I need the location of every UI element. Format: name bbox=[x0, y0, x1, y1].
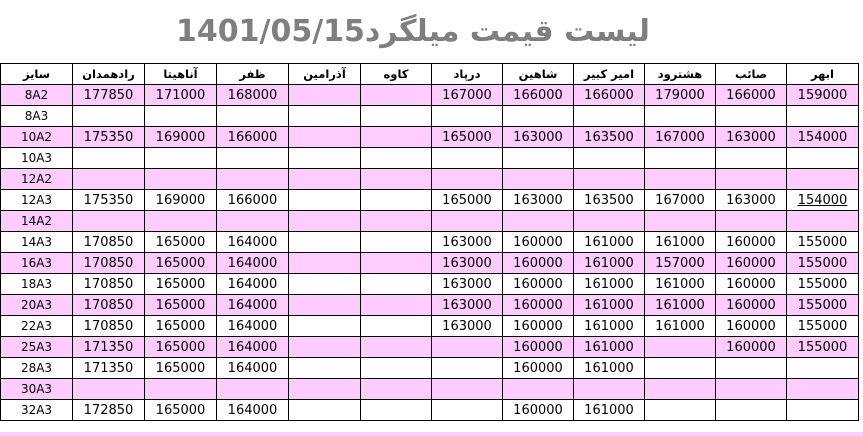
price-cell: 164000 bbox=[217, 253, 289, 274]
price-cell bbox=[432, 169, 503, 190]
price-cell: 161000 bbox=[574, 337, 645, 358]
price-cell: 164000 bbox=[217, 232, 289, 253]
price-cell bbox=[574, 169, 645, 190]
price-cell: 160000 bbox=[503, 358, 574, 379]
price-cell bbox=[361, 148, 432, 169]
price-cell: 157000 bbox=[645, 253, 716, 274]
price-cell bbox=[361, 295, 432, 316]
price-cell: 167000 bbox=[645, 127, 716, 148]
price-cell: 155000 bbox=[787, 232, 859, 253]
price-cell: 170850 bbox=[73, 232, 145, 253]
price-cell: 165000 bbox=[145, 316, 217, 337]
price-cell bbox=[574, 211, 645, 232]
price-cell bbox=[787, 148, 859, 169]
price-cell: 177850 bbox=[73, 85, 145, 106]
column-header: رادهمدان bbox=[73, 64, 145, 85]
price-cell bbox=[217, 379, 289, 400]
price-cell: 160000 bbox=[503, 232, 574, 253]
price-cell bbox=[432, 211, 503, 232]
price-cell bbox=[645, 358, 716, 379]
price-cell: 163000 bbox=[432, 316, 503, 337]
size-cell: 18A3 bbox=[1, 274, 73, 295]
price-cell: 169000 bbox=[145, 190, 217, 211]
price-cell bbox=[716, 379, 787, 400]
price-cell bbox=[289, 211, 361, 232]
price-table bbox=[0, 63, 859, 421]
page-title: لیست قیمت میلگرد1401/05/15 bbox=[176, 14, 650, 49]
price-cell bbox=[503, 211, 574, 232]
price-cell: 160000 bbox=[503, 295, 574, 316]
price-cell bbox=[361, 190, 432, 211]
price-cell bbox=[716, 169, 787, 190]
price-cell: 166000 bbox=[574, 85, 645, 106]
price-cell bbox=[289, 169, 361, 190]
price-cell: 168000 bbox=[217, 85, 289, 106]
price-cell bbox=[432, 379, 503, 400]
price-cell bbox=[645, 106, 716, 127]
price-cell bbox=[145, 169, 217, 190]
price-cell: 161000 bbox=[574, 295, 645, 316]
price-cell bbox=[289, 316, 361, 337]
price-cell bbox=[361, 232, 432, 253]
table-row bbox=[1, 379, 859, 400]
price-cell bbox=[361, 211, 432, 232]
price-cell: 161000 bbox=[645, 295, 716, 316]
size-cell: 32A3 bbox=[1, 400, 73, 421]
price-cell bbox=[716, 400, 787, 421]
price-cell: 171350 bbox=[73, 358, 145, 379]
price-cell: 170850 bbox=[73, 316, 145, 337]
price-cell: 170850 bbox=[73, 295, 145, 316]
size-cell: 10A3 bbox=[1, 148, 73, 169]
price-cell bbox=[289, 337, 361, 358]
price-cell: 160000 bbox=[716, 274, 787, 295]
price-cell bbox=[73, 169, 145, 190]
table-row bbox=[1, 211, 859, 232]
column-header: شاهین bbox=[503, 64, 574, 85]
column-header: سایز bbox=[1, 64, 73, 85]
table-row bbox=[1, 253, 859, 274]
price-cell: 161000 bbox=[645, 232, 716, 253]
next-row-edge bbox=[0, 432, 863, 436]
size-cell: 10A2 bbox=[1, 127, 73, 148]
price-cell: 160000 bbox=[716, 253, 787, 274]
price-cell: 165000 bbox=[145, 358, 217, 379]
price-cell: 160000 bbox=[716, 337, 787, 358]
price-cell: 165000 bbox=[145, 274, 217, 295]
price-cell bbox=[787, 211, 859, 232]
price-cell: 166000 bbox=[217, 127, 289, 148]
price-cell bbox=[716, 358, 787, 379]
price-cell bbox=[787, 379, 859, 400]
column-header: درپاد bbox=[432, 64, 503, 85]
price-cell bbox=[289, 85, 361, 106]
price-cell bbox=[645, 169, 716, 190]
column-header: آذرامین bbox=[289, 64, 361, 85]
price-cell: 163500 bbox=[574, 190, 645, 211]
price-cell: 161000 bbox=[574, 316, 645, 337]
table-row bbox=[1, 190, 859, 211]
price-cell bbox=[503, 148, 574, 169]
price-cell bbox=[503, 169, 574, 190]
price-cell: 165000 bbox=[432, 127, 503, 148]
price-cell: 163000 bbox=[503, 190, 574, 211]
size-cell: 22A3 bbox=[1, 316, 73, 337]
price-cell bbox=[787, 190, 859, 211]
price-cell: 169000 bbox=[145, 127, 217, 148]
column-header: امیر کبیر bbox=[574, 64, 645, 85]
price-cell bbox=[217, 169, 289, 190]
price-cell bbox=[645, 211, 716, 232]
price-cell bbox=[289, 358, 361, 379]
price-cell: 155000 bbox=[787, 274, 859, 295]
price-cell bbox=[787, 358, 859, 379]
price-cell bbox=[716, 148, 787, 169]
price-cell bbox=[432, 106, 503, 127]
price-cell: 161000 bbox=[574, 358, 645, 379]
price-cell bbox=[787, 400, 859, 421]
price-cell: 163000 bbox=[716, 127, 787, 148]
price-cell: 160000 bbox=[503, 274, 574, 295]
price-cell bbox=[574, 379, 645, 400]
price-cell bbox=[574, 106, 645, 127]
table-row bbox=[1, 295, 859, 316]
column-header: کاوه bbox=[361, 64, 432, 85]
price-cell: 164000 bbox=[217, 358, 289, 379]
price-cell bbox=[645, 379, 716, 400]
price-cell bbox=[361, 316, 432, 337]
price-cell: 160000 bbox=[503, 253, 574, 274]
price-cell bbox=[432, 400, 503, 421]
price-cell: 163000 bbox=[432, 295, 503, 316]
table-row bbox=[1, 400, 859, 421]
price-cell bbox=[361, 85, 432, 106]
price-cell bbox=[217, 211, 289, 232]
price-cell: 160000 bbox=[716, 295, 787, 316]
size-cell: 8A2 bbox=[1, 85, 73, 106]
price-cell bbox=[145, 106, 217, 127]
price-cell: 167000 bbox=[432, 85, 503, 106]
price-cell: 179000 bbox=[645, 85, 716, 106]
price-cell bbox=[73, 106, 145, 127]
price-cell bbox=[716, 211, 787, 232]
price-cell bbox=[574, 148, 645, 169]
price-cell bbox=[217, 148, 289, 169]
price-cell: 165000 bbox=[145, 400, 217, 421]
table-row bbox=[1, 106, 859, 127]
column-header: هشترود bbox=[645, 64, 716, 85]
price-cell: 163000 bbox=[503, 127, 574, 148]
price-cell: 165000 bbox=[145, 295, 217, 316]
table-row bbox=[1, 337, 859, 358]
price-cell bbox=[432, 358, 503, 379]
table-row bbox=[1, 274, 859, 295]
price-cell bbox=[645, 337, 716, 358]
size-cell: 14A2 bbox=[1, 211, 73, 232]
price-cell bbox=[289, 379, 361, 400]
price-cell: 163000 bbox=[432, 253, 503, 274]
price-cell bbox=[361, 358, 432, 379]
price-cell bbox=[361, 169, 432, 190]
price-cell: 164000 bbox=[217, 316, 289, 337]
price-cell: 165000 bbox=[145, 337, 217, 358]
price-cell: 163500 bbox=[574, 127, 645, 148]
table-row bbox=[1, 232, 859, 253]
price-cell: 170850 bbox=[73, 274, 145, 295]
price-cell: 175350 bbox=[73, 190, 145, 211]
price-cell: 160000 bbox=[503, 400, 574, 421]
price-cell bbox=[73, 379, 145, 400]
price-cell bbox=[503, 106, 574, 127]
size-cell: 12A2 bbox=[1, 169, 73, 190]
price-cell bbox=[787, 169, 859, 190]
price-cell: 155000 bbox=[787, 253, 859, 274]
price-cell bbox=[361, 274, 432, 295]
size-cell: 30A3 bbox=[1, 379, 73, 400]
price-cell bbox=[432, 148, 503, 169]
table-row bbox=[1, 85, 859, 106]
price-cell: 159000 bbox=[787, 85, 859, 106]
price-cell bbox=[361, 253, 432, 274]
price-cell: 155000 bbox=[787, 295, 859, 316]
size-cell: 14A3 bbox=[1, 232, 73, 253]
price-cell: 167000 bbox=[645, 190, 716, 211]
size-cell: 12A3 bbox=[1, 190, 73, 211]
price-cell bbox=[361, 106, 432, 127]
price-cell: 165000 bbox=[145, 232, 217, 253]
price-cell bbox=[432, 337, 503, 358]
price-cell: 165000 bbox=[432, 190, 503, 211]
price-value: 154000 bbox=[797, 192, 848, 208]
price-cell bbox=[145, 379, 217, 400]
price-cell bbox=[361, 337, 432, 358]
price-cell: 163000 bbox=[716, 190, 787, 211]
price-cell: 160000 bbox=[503, 337, 574, 358]
price-cell: 160000 bbox=[503, 316, 574, 337]
table-row bbox=[1, 127, 859, 148]
price-cell: 166000 bbox=[503, 85, 574, 106]
price-cell: 172850 bbox=[73, 400, 145, 421]
price-cell bbox=[73, 148, 145, 169]
price-cell: 160000 bbox=[716, 316, 787, 337]
price-cell: 170850 bbox=[73, 253, 145, 274]
price-cell: 155000 bbox=[787, 337, 859, 358]
price-cell bbox=[645, 400, 716, 421]
price-cell bbox=[361, 400, 432, 421]
price-cell: 161000 bbox=[574, 232, 645, 253]
price-cell: 164000 bbox=[217, 274, 289, 295]
table-row bbox=[1, 169, 859, 190]
price-cell bbox=[289, 127, 361, 148]
table-row bbox=[1, 358, 859, 379]
size-cell: 28A3 bbox=[1, 358, 73, 379]
price-cell: 171000 bbox=[145, 85, 217, 106]
price-cell bbox=[289, 253, 361, 274]
price-cell bbox=[787, 106, 859, 127]
price-cell: 164000 bbox=[217, 400, 289, 421]
price-cell bbox=[289, 400, 361, 421]
table-row bbox=[1, 316, 859, 337]
price-cell: 165000 bbox=[145, 253, 217, 274]
column-header: صائب bbox=[716, 64, 787, 85]
price-cell: 175350 bbox=[73, 127, 145, 148]
price-cell: 164000 bbox=[217, 295, 289, 316]
price-cell: 163000 bbox=[432, 232, 503, 253]
price-cell bbox=[289, 106, 361, 127]
price-cell: 155000 bbox=[787, 316, 859, 337]
price-cell bbox=[645, 148, 716, 169]
price-cell: 164000 bbox=[217, 337, 289, 358]
price-cell: 161000 bbox=[574, 274, 645, 295]
price-cell: 166000 bbox=[716, 85, 787, 106]
price-cell: 166000 bbox=[217, 190, 289, 211]
price-cell: 160000 bbox=[716, 232, 787, 253]
price-cell: 161000 bbox=[645, 316, 716, 337]
column-header: آناهیتا bbox=[145, 64, 217, 85]
header-row bbox=[1, 64, 859, 85]
price-cell bbox=[217, 106, 289, 127]
size-cell: 16A3 bbox=[1, 253, 73, 274]
size-cell: 8A3 bbox=[1, 106, 73, 127]
column-header: ابهر bbox=[787, 64, 859, 85]
size-cell: 25A3 bbox=[1, 337, 73, 358]
price-cell: 154000 bbox=[787, 127, 859, 148]
price-cell bbox=[289, 190, 361, 211]
price-cell bbox=[289, 148, 361, 169]
price-cell bbox=[503, 379, 574, 400]
price-cell: 171350 bbox=[73, 337, 145, 358]
size-cell: 20A3 bbox=[1, 295, 73, 316]
price-cell bbox=[361, 379, 432, 400]
price-cell bbox=[145, 148, 217, 169]
price-cell bbox=[289, 232, 361, 253]
price-cell bbox=[289, 295, 361, 316]
price-cell: 161000 bbox=[645, 274, 716, 295]
table-row bbox=[1, 148, 859, 169]
price-cell: 161000 bbox=[574, 253, 645, 274]
price-cell bbox=[73, 211, 145, 232]
price-cell: 163000 bbox=[432, 274, 503, 295]
column-header: ظفر bbox=[217, 64, 289, 85]
price-cell bbox=[716, 106, 787, 127]
price-cell bbox=[361, 127, 432, 148]
price-cell: 161000 bbox=[574, 400, 645, 421]
price-cell bbox=[289, 274, 361, 295]
price-cell bbox=[145, 211, 217, 232]
